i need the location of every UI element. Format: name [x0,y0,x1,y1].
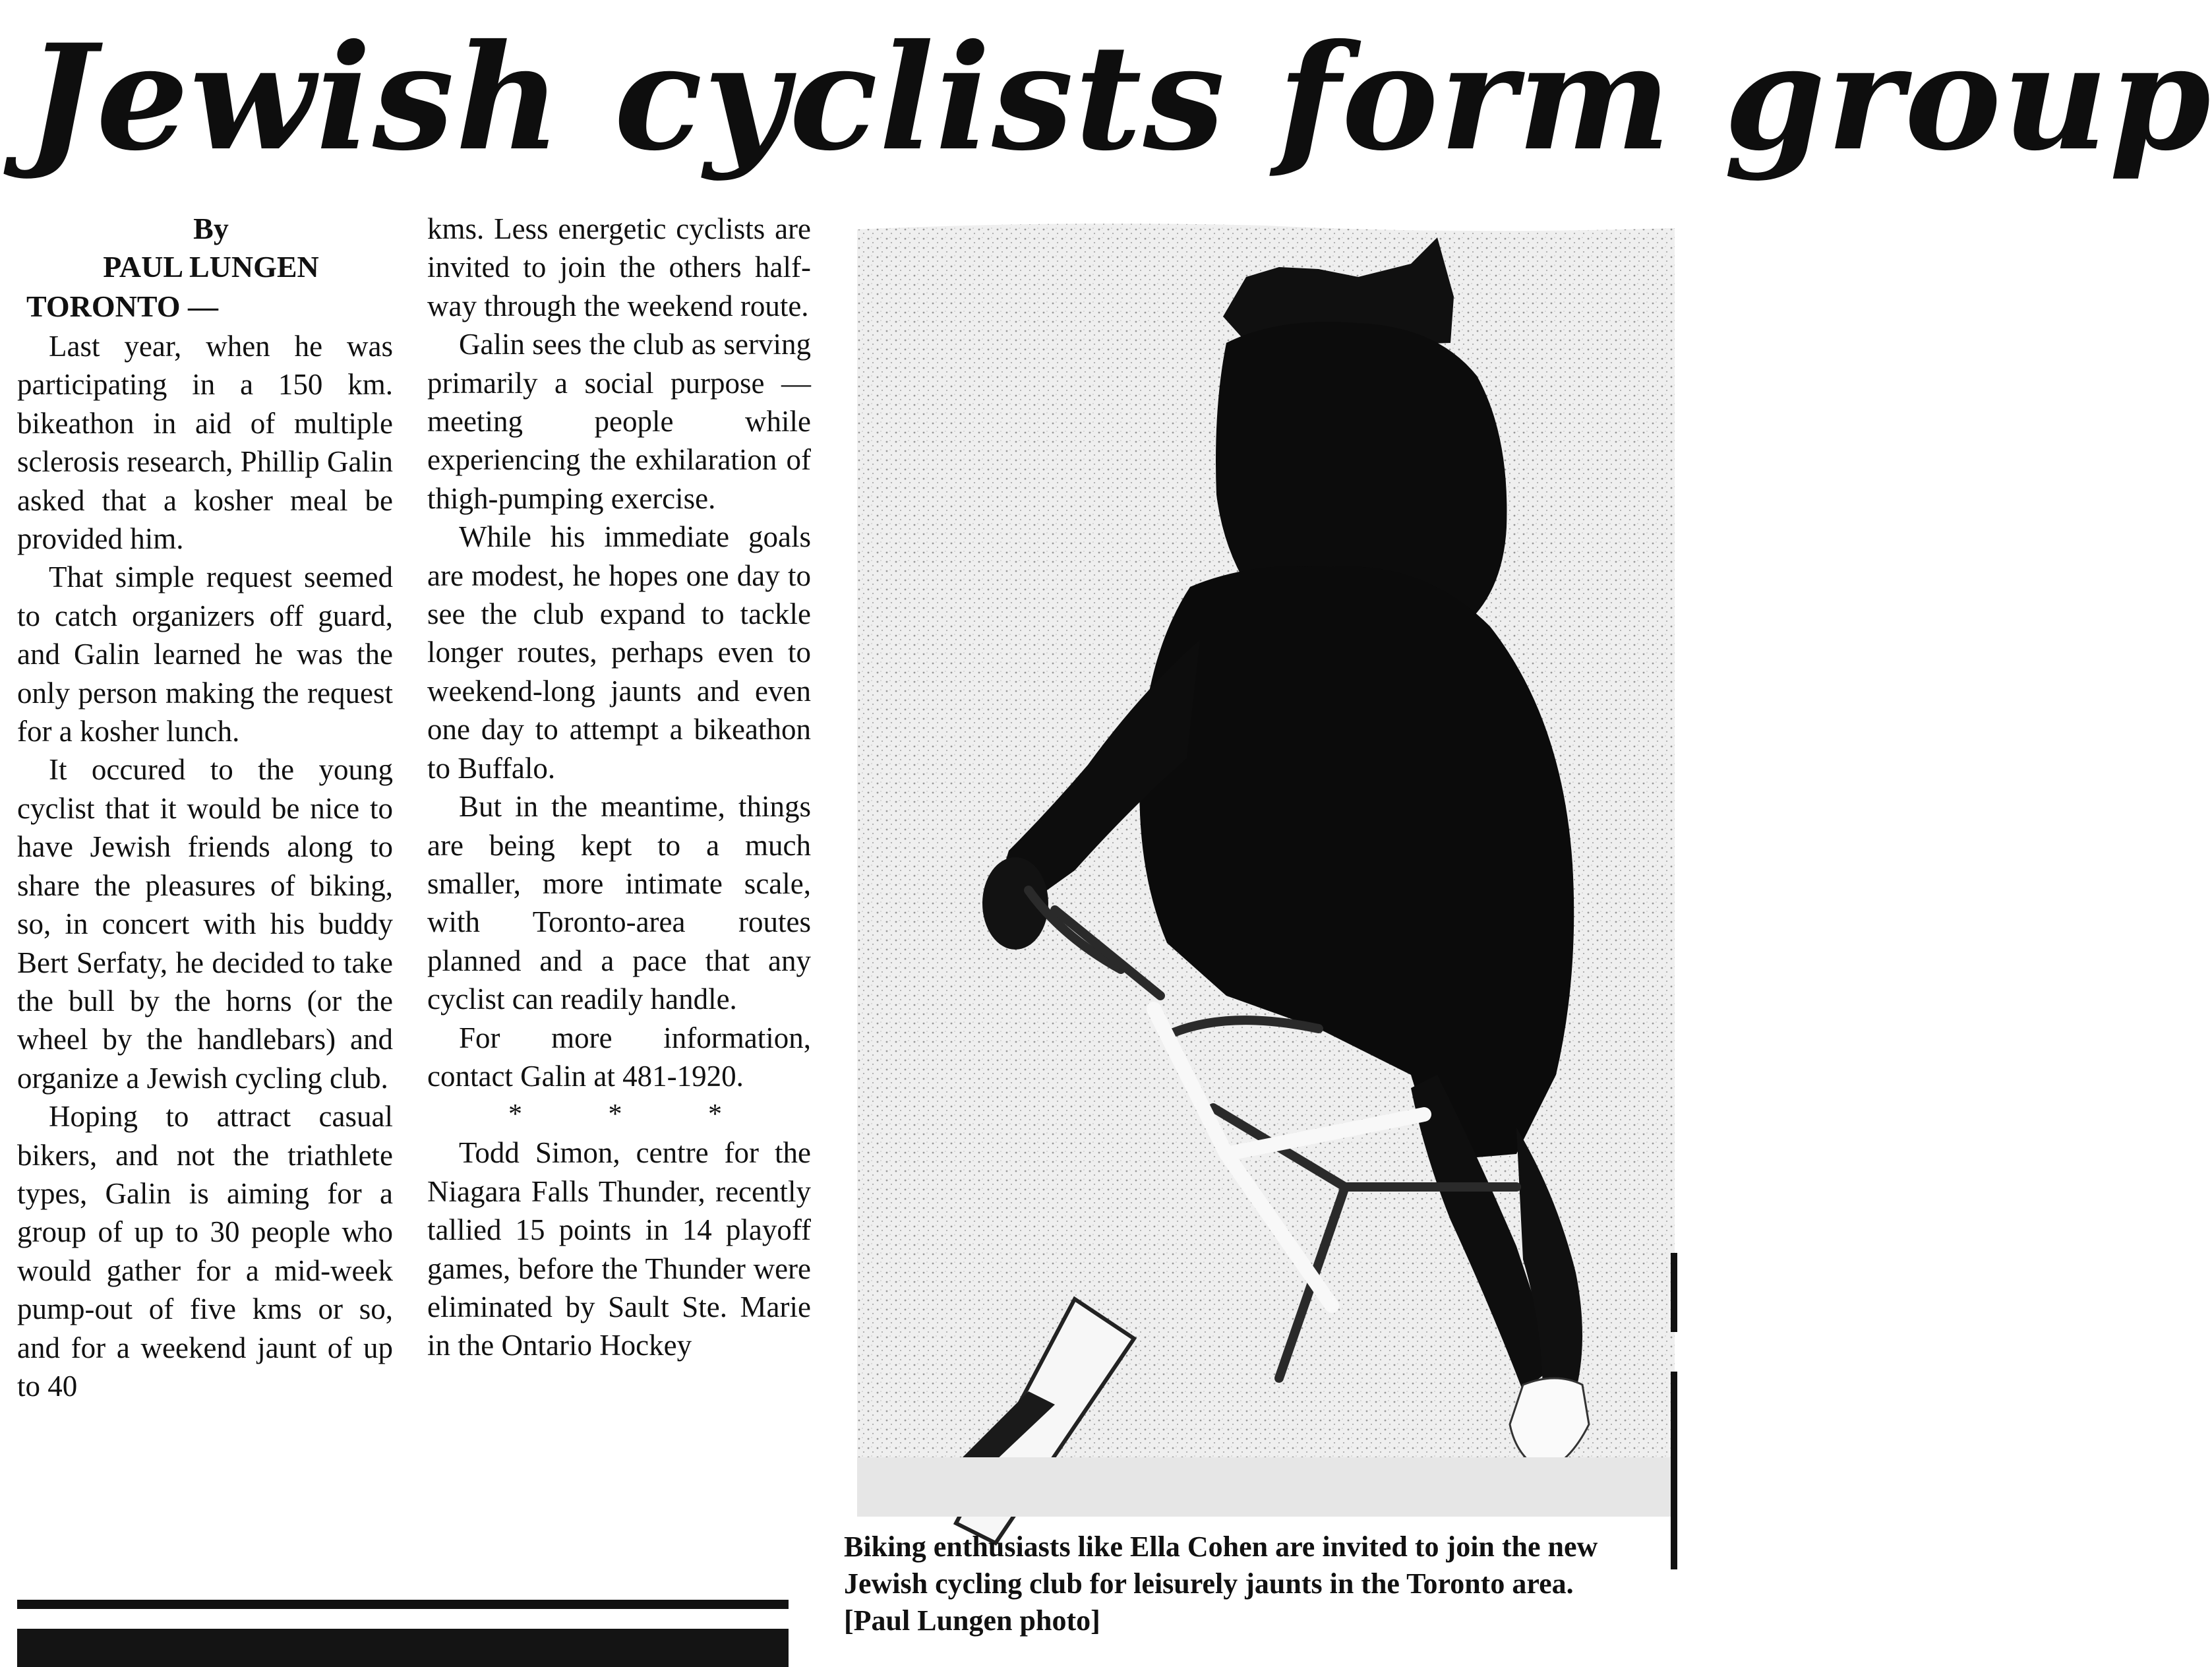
dateline: TORONTO — [26,289,218,323]
article-paragraph: Todd Simon, centre for the Niagara Falls Thunder, recently tallied 15 points in 14 playoff games, before the Thunder were eliminated by Sault Ste. Marie in the Ontario Hockey [427,1136,811,1362]
article-paragraph: While his immediate goals are modest, he hopes one day to see the club expand to tackle longer routes, perhaps even to weekend-long jaunts and even one day to attempt a bikeathon to Buffalo. [427,520,811,785]
article-paragraph: It occured to the young cyclist that it would be nice to have Jewish friends along to share the pleasures of biking, so, in concert with his buddy Bert Serfaty, he decided to take the bull by the horns (or the wheel by the handlebars) and organize a Jewish cycling club. [17,753,393,1095]
page-edge-mark [1671,1372,1677,1569]
article-paragraph: That simple request seemed to catch organizers off guard, and Galin learned he was the only person making the request for a kosher lunch. [17,561,393,748]
article-column-2 [427,210,811,1365]
headline: Jewish cyclists form group [26,12,2212,183]
section-separator: * * * [508,1099,762,1130]
article-paragraph: kms. Less energetic cyclists are invited to join the others half-way through the weekend route. [427,212,811,322]
next-article-photo [17,1629,789,1667]
byline [26,210,396,286]
article-column-1 [17,327,393,1405]
cyclist-photo [857,218,1675,1517]
article-paragraph: Last year, when he was participating in a 150 km. bikeathon in aid of multiple sclerosis research, Phillip Galin asked that a kosher meal be provided him. [17,330,393,556]
byline-author: PAUL LUNGEN [103,250,319,284]
page-edge-mark [1671,1253,1677,1332]
article-paragraph: Hoping to attract casual bikers, and not the triathlete types, Galin is aiming for a group of up to 30 people who would gather for a mid-week pump-out of five kms or so, and for a weekend jaunt of up to 40 [17,1100,393,1403]
section-divider [17,1600,789,1609]
byline-by: By [193,212,229,245]
article-paragraph: But in the meantime, things are being kept to a much smaller, more intimate scale, with Toronto-area routes planned and a pace that any cyclist can readily handle. [427,790,811,1016]
cyclist-photo-image [857,218,1675,1517]
photo-caption: Biking enthusiasts like Ella Cohen are invited to join the new Jewish cycling club for leisurely jaunts in the Toronto area. [Paul Lungen photo] [844,1531,1598,1637]
article-paragraph: Galin sees the club as serving primarily a social purpose — meeting people while experiencing the exhilaration of thigh-pumping exercise. [427,328,811,515]
article-paragraph: For more information, contact Galin at 481-1920. [427,1021,811,1093]
